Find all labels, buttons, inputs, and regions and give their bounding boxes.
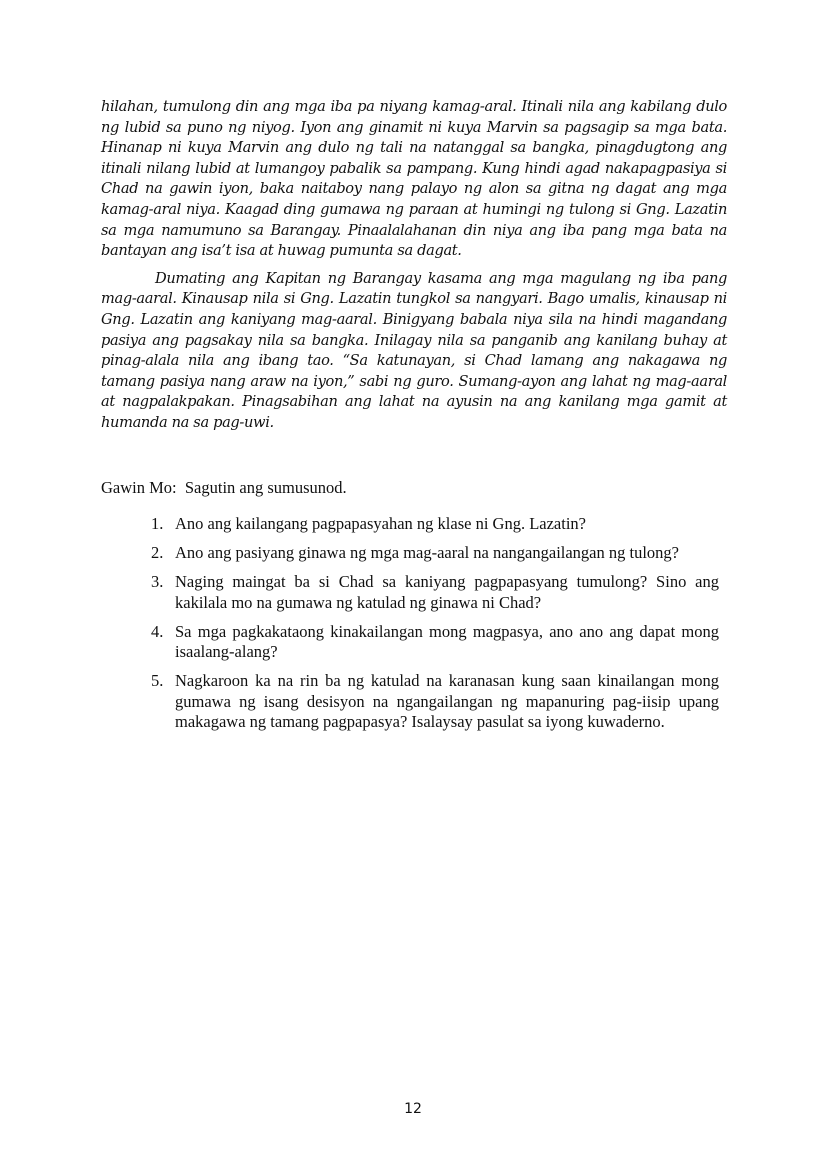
question-number: 4. (151, 621, 164, 641)
question-item (151, 671, 719, 733)
question-text: Ano ang pasiyang ginawa ng mga mag-aaral na nangangailangan ng tulong? (175, 543, 679, 562)
story-paragraph: Dumating ang Kapitan ng Barangay kasama ang mga magulang ng iba pang mag-aaral. Kinausap nila si Gng. Lazatin tungkol sa nangyari. Bago umalis, kinausap ni Gng. Lazatin ang kaniyang mag-aaral. Binigyang babala niya sila na hindi magandang pasiya ang pagsakay nila sa bangka. Inilagay nila sa panganib ang kanilang buhay at pinag-alala nila ang ibang tao. “Sa katunayan, si Chad lamang ang nakagawa ng tamang pasiya nang araw na iyon,” sabi ng guro. Sumang-ayon ang lahat ng mag-aaral at nagpalakpakan. Pinagsabihan ang lahat na ayusin na ang kanilang mga gamit at humanda na sa pag-uwi. (101, 269, 727, 431)
question-item (151, 622, 719, 663)
page-number: 12 (404, 1101, 422, 1117)
question-text: Sa mga pagkakataong kinakailangan mong magpasya, ano ano ang dapat mong isaalang-alang? (175, 621, 719, 661)
activity-instruction: Gawin Mo: Sagutin ang sumusunod. (101, 478, 347, 497)
question-number: 2. (151, 543, 164, 562)
question-item (151, 514, 719, 535)
story-text (101, 97, 727, 434)
question-text: Nagkaroon ka na rin ba ng katulad na karanasan kung saan kinailangan mong gumawa ng isang desisyon na ngangailangan ng mapanuring pag-iisip upang makagawa ng tamang pagpapasya? Isalaysay pasulat sa iyong kuwaderno. (175, 671, 719, 731)
question-number: 5. (151, 671, 164, 690)
question-text: Ano ang kailangang pagpapasyahan ng klase ni Gng. Lazatin? (175, 514, 586, 533)
question-number: 3. (151, 572, 164, 591)
question-list (151, 514, 719, 741)
question-text: Naging maingat ba si Chad sa kaniyang pagpapasyang tumulong? Sino ang kakilala mo na gumawa ng katulad ng ginawa ni Chad? (175, 572, 719, 612)
question-item (151, 543, 719, 564)
question-number: 1. (151, 514, 164, 533)
story-paragraph: hilahan, tumulong din ang mga iba pa niyang kamag-aral. Itinali nila ang kabilang dulo ng lubid sa puno ng niyog. Iyon ang ginamit ni kuya Marvin sa pagsagip sa mga bata. Hinanap ni kuya Marvin ang dulo ng tali na natanggal sa bangka, pinagdugtong ang itinali nilang lubid at lumangoy pabalik sa pampang. Kung hindi agad nakapagpasiya si Chad na gawin iyon, baka naitaboy nang palayo ng alon sa gitna ng dagat ang mga kamag-aral niya. Kaagad ding gumawa ng paraan at humingi ng tulong si Gng. Lazatin sa mga namumuno sa Barangay. Pinaalalahanan din niya ang iba pang mga bata na bantayan ang isa’t isa at huwag pumunta sa dagat. (101, 98, 727, 260)
question-item (151, 572, 719, 613)
